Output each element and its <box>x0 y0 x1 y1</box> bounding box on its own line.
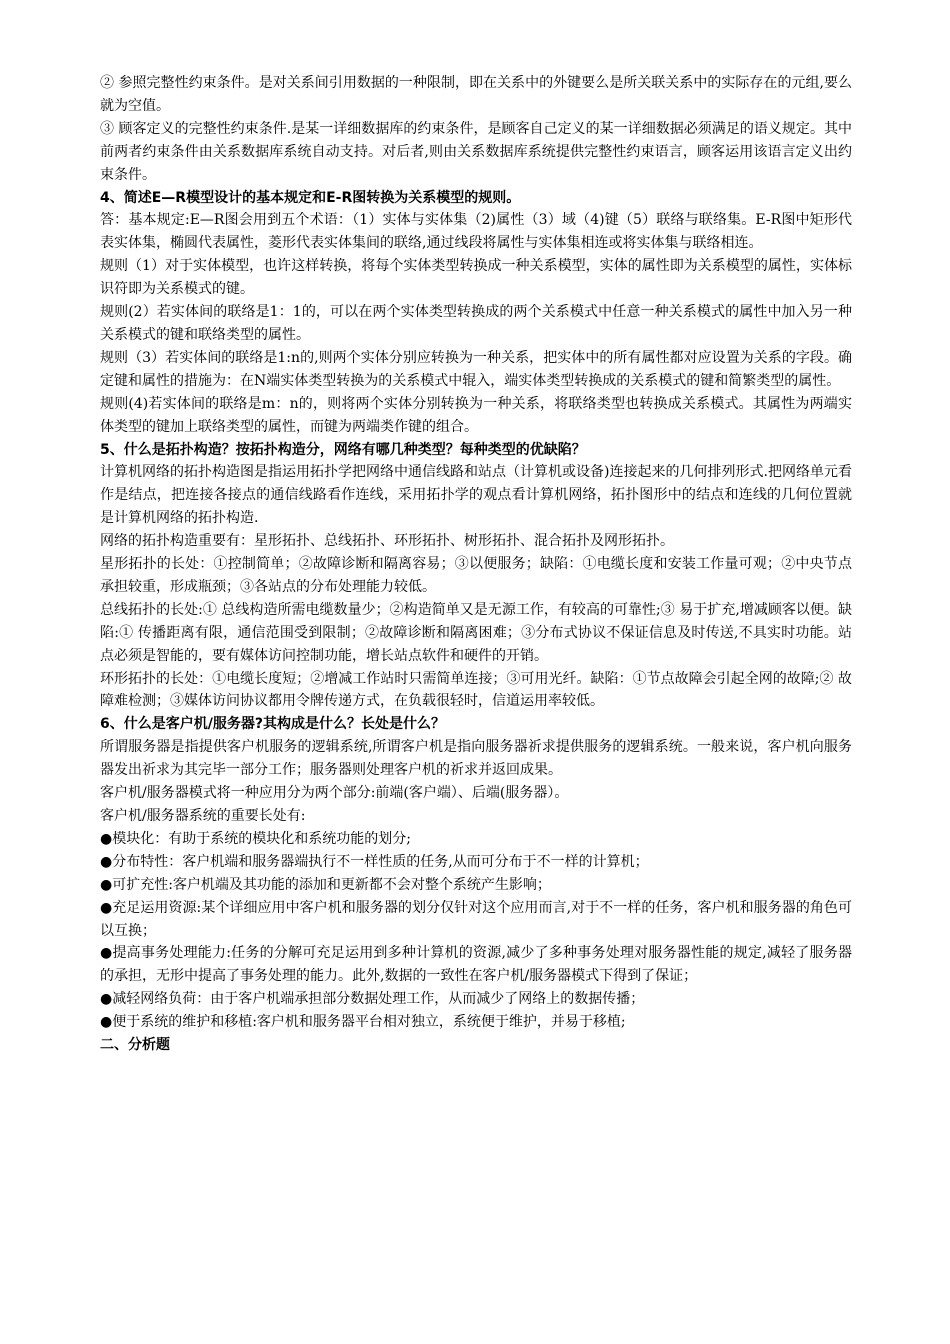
paragraph-rule-4: 规则(4)若实体间的联络是m：n的，则将两个实体分别转换为一种关系，将联络类型也转换成关系模式。其属性为两端实体类型的键加上联络类型的属性，而键为两端类作键的组合。 <box>100 395 852 435</box>
paragraph-star-topology: 星形拓扑的长处：①控制简单；②故障诊断和隔离容易；③以便服务；缺陷：①电缆长度和安装工作量可观；②中央节点承担较重，形成瓶颈；③各站点的分布处理能力较低。 <box>100 556 852 595</box>
paragraph-user-defined-integrity: ③ 顾客定义的完整性约束条件.是某一详细数据库的约束条件，是顾客自己定义的某一详细数据必须满足的语义规定。其中前两者约束条件由关系数据库系统自动支持。对后者,则由关系数据库系统提供完整性约束语言，顾客运用该语言定义出约束条件。 <box>100 120 852 183</box>
paragraph-topology-types: 网络的拓扑构造重要有：星形拓扑、总线拓扑、环形拓扑、树形拓扑、混合拓扑及网形拓扑。 <box>100 533 674 550</box>
heading-question-5: 5、什么是拓扑构造？按拓扑构造分，网络有哪几种类型？每种类型的优缺陷？ <box>100 441 586 458</box>
paragraph-advantages-intro: 客户机/服务器系统的重要长处有: <box>100 808 306 824</box>
heading-analysis-section: 二、分析题 <box>100 1037 170 1054</box>
paragraph-er-basics: 答：基本规定:E—R图会用到五个术语：（1）实体与实体集（2)属性（3）域（4)键（5）联络与联络集。E-R图中矩形代表实体集，椭圆代表属性，菱形代表实体集间的联络,通过线段将属性与实体集相连或将实体集与联络相连。 <box>100 212 852 252</box>
heading-question-4: 4、简述E—R模型设计的基本规定和E-R图转换为关系模型的规则。 <box>100 189 521 206</box>
heading-question-6: 6、什么是客户机/服务器?其构成是什么？长处是什么？ <box>100 716 445 733</box>
list-item-resources: ●充足运用资源:某个详细应用中客户机和服务器的划分仅针对这个应用而言,对于不一样的任务，客户机和服务器的角色可以互换； <box>100 899 852 939</box>
paragraph-rule-2: 规则(2）若实体间的联络是1：1的，可以在两个实体类型转换成的两个关系模式中任意一种关系模式的属性中加入另一种关系模式的键和联络类型的属性。 <box>100 304 852 343</box>
list-item-maintenance: ●便于系统的维护和移植:客户机和服务器平台相对独立，系统便于维护，并易于移植; <box>100 1014 626 1031</box>
paragraph-client-server-parts: 客户机/服务器模式将一种应用分为两个部分:前端(客户端）、后端(服务器）。 <box>100 785 569 802</box>
paragraph-bus-topology: 总线拓扑的长处:① 总线构造所需电缆数量少；②构造简单又是无源工作，有较高的可靠性;③ 易于扩充,增减顾客以便。缺陷:① 传播距离有限，通信范围受到限制；②故障诊断和隔离困难；③分布式协议不保证信息及时传送,不具实时功能。站点必须是智能的，要有媒体访问控制功能，增长站点软件和硬件的开销。 <box>100 601 852 664</box>
paragraph-client-server-definition: 所谓服务器是指提供客户机服务的逻辑系统,所谓客户机是指向服务器祈求提供服务的逻辑系统。一般来说，客户机向服务器发出祈求为其完毕一部分工作；服务器则处理客户机的祈求并返回成果。 <box>100 739 852 779</box>
list-item-extensibility: ●可扩充性:客户机端及其功能的添加和更新都不会对整个系统产生影响； <box>100 876 551 893</box>
list-item-modularity: ●模块化：有助于系统的模块化和系统功能的划分; <box>100 830 411 847</box>
list-item-transaction-capacity: ●提高事务处理能力:任务的分解可充足运用到多种计算机的资源,减少了多种事务处理对服务器性能的规定,减轻了服务器的承担，无形中提高了事务处理的能力。此外,数据的一致性在客户机/服务器模式下得到了保证； <box>100 945 852 985</box>
document-page <box>100 72 852 1057</box>
paragraph-rule-1: 规则（1）对于实体模型，也许这样转换，将每个实体类型转换成一种关系模型，实体的属性即为关系模型的属性，实体标识符即为关系模式的键。 <box>100 258 852 298</box>
paragraph-referential-integrity: ② 参照完整性约束条件。是对关系间引用数据的一种限制，即在关系中的外键要么是所关联关系中的实际存在的元组,要么就为空值。 <box>100 75 852 114</box>
list-item-network-load: ●减轻网络负荷：由于客户机端承担部分数据处理工作，从而减少了网络上的数据传播； <box>100 991 645 1008</box>
paragraph-ring-topology: 环形拓扑的长处：①电缆长度短；②增减工作站时只需简单连接；③可用光纤。缺陷：①节点故障会引起全网的故障;② 故障难检测；③媒体访问协议都用令牌传递方式，在负载很轻时，信道运用率较低。 <box>100 670 852 710</box>
list-item-distribution: ●分布特性：客户机端和服务器端执行不一样性质的任务,从而可分布于不一样的计算机； <box>100 853 649 870</box>
paragraph-topology-definition: 计算机网络的拓扑构造图是指运用拓扑学把网络中通信线路和站点（计算机或设备)连接起来的几何排列形式.把网络单元看作是结点，把连接各接点的通信线路看作连线，采用拓扑学的观点看计算机网络，拓扑图形中的结点和连线的几何位置就是计算机网络的拓扑构造. <box>100 464 852 527</box>
paragraph-rule-3: 规则（3）若实体间的联络是1:n的,则两个实体分别应转换为一种关系，把实体中的所有属性都对应设置为关系的字段。确定键和属性的措施为：在N端实体类型转换为的关系模式中辊入，端实体类型转换成的关系模式的键和简繁类型的属性。 <box>100 349 852 389</box>
